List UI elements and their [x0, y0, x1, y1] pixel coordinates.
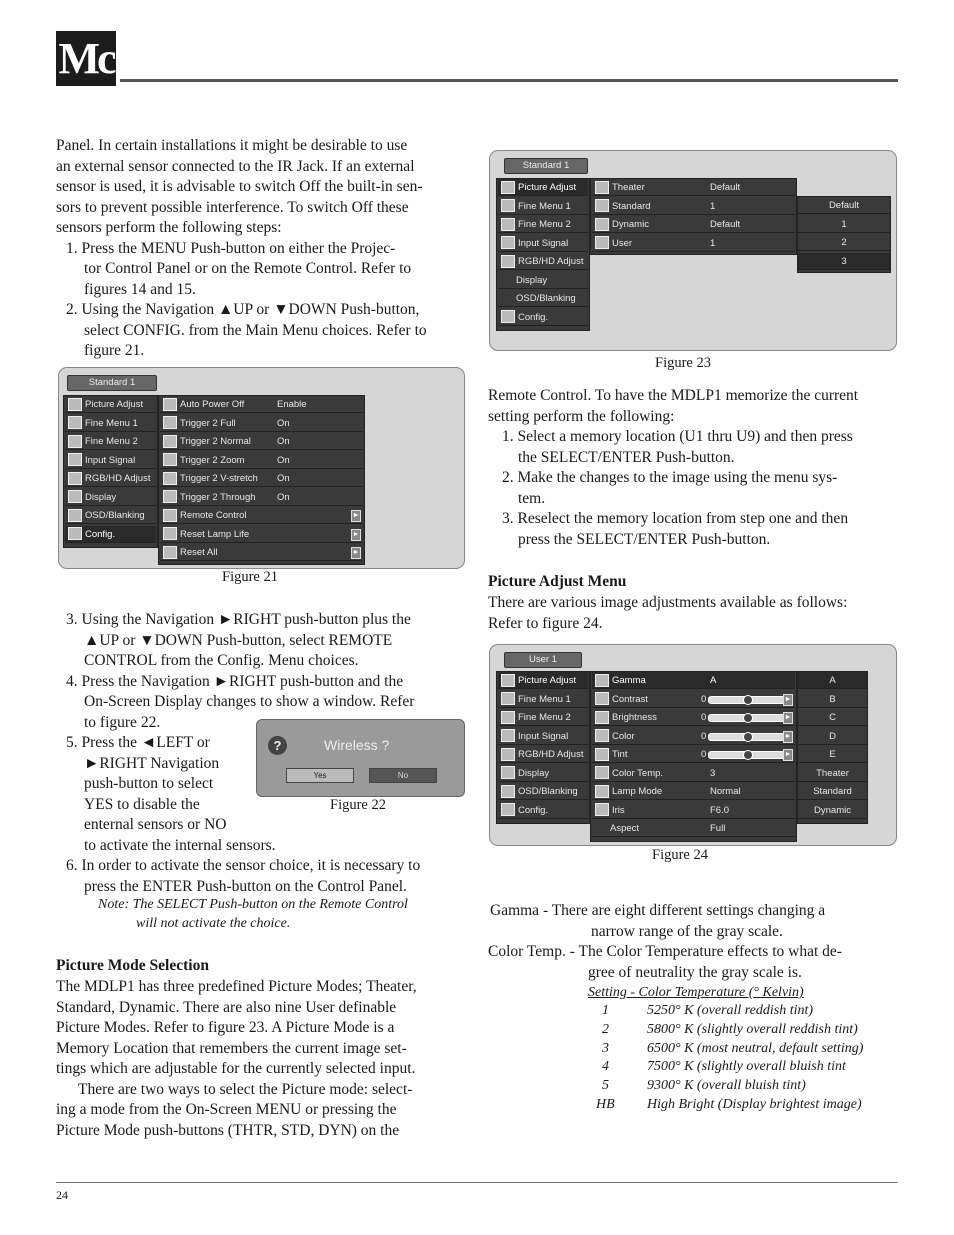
main-menu [63, 395, 158, 548]
text-line: 5. Press the ◄LEFT or [66, 734, 210, 751]
submenu-value: Normal [710, 786, 741, 797]
submenu-value: 1 [710, 237, 716, 249]
text-line: ing a mode from the On-Screen MENU or pressing the [56, 1101, 397, 1118]
submenu-value: Default [710, 182, 741, 193]
fine-menu-1-icon [68, 416, 82, 429]
submenu-dynamic[interactable] [592, 216, 795, 233]
submenu-trigger-2-normal[interactable] [160, 433, 363, 450]
text-line: 3. Using the Navigation ►RIGHT push-button plus the [66, 611, 411, 628]
menu-item-fine-menu-2[interactable] [498, 216, 588, 233]
footer-rule [56, 1182, 898, 1183]
dynamic-icon [595, 218, 609, 231]
arrow-right-icon: ► [351, 529, 361, 541]
standard-icon [595, 199, 609, 212]
text-line: There are two ways to select the Picture mode: select- [78, 1080, 413, 1098]
text-line: 4. Press the Navigation ►RIGHT push-button and the [66, 672, 404, 690]
text-line: gree of neutrality the gray scale is. [588, 963, 802, 981]
rgb-hd-icon [68, 472, 82, 485]
submenu-label: Standard [612, 200, 651, 212]
option-item[interactable]: E [798, 746, 867, 763]
help-icon: ? [268, 736, 287, 755]
text-line: Gamma - There are eight different settings changing a [490, 902, 826, 919]
menu-item-label: Display [516, 274, 548, 286]
option-item[interactable]: 3 [798, 253, 890, 270]
arrow-right-icon: ► [783, 731, 793, 743]
config-submenu [158, 395, 365, 565]
osd-blanking-icon [501, 785, 515, 798]
trigger-icon [163, 490, 177, 503]
menu-item-label: Fine Menu 1 [518, 200, 571, 212]
menu-item-rgb-hd-adjust[interactable] [498, 253, 588, 270]
menu-item-label: Input Signal [85, 454, 136, 466]
submenu-label: Reset Lamp Life [180, 528, 250, 540]
rgb-hd-icon [501, 748, 515, 761]
menu-item-fine-menu-1[interactable] [498, 198, 588, 215]
submenu-trigger-2-full[interactable] [160, 415, 363, 432]
text-line: setting perform the following: [488, 407, 675, 425]
submenu-label: Iris [612, 804, 625, 816]
option-item[interactable]: D [798, 728, 867, 745]
color-icon [595, 729, 609, 742]
trigger-icon [163, 416, 177, 429]
color-temp-table-heading: Setting - Color Temperature (° Kelvin) [588, 985, 804, 1000]
contrast-icon [595, 692, 609, 705]
remote-icon [163, 509, 177, 522]
picture-adjust-icon [68, 398, 82, 411]
option-item[interactable]: 1 [798, 216, 890, 233]
text-line: to activate the internal sensors. [84, 836, 276, 854]
table-setting: 2 [602, 1021, 609, 1037]
submenu-value: 3 [710, 767, 716, 779]
menu-item-label: Display [85, 491, 117, 503]
input-signal-icon [501, 729, 515, 742]
tint-slider[interactable] [708, 751, 786, 759]
fine-menu-2-icon [501, 218, 515, 231]
text-line: Panel. In certain installations it might be desirable to use [56, 137, 408, 154]
picture-adjust-heading: Picture Adjust Menu [488, 573, 627, 590]
trigger-icon [163, 453, 177, 466]
text-line: sensor is used, it is advisable to switch Off the built-in sen- [56, 178, 423, 195]
menu-item-picture-adjust[interactable] [65, 396, 156, 413]
input-signal-icon [68, 453, 82, 466]
menu-item-label: Picture Adjust [518, 182, 577, 193]
text-line: Picture Mode push-buttons (THTR, STD, DYN) on the [56, 1121, 400, 1139]
text-line: The MDLP1 has three predefined Picture Modes; Theater, [56, 978, 417, 995]
text-line: Picture Modes. Refer to figure 23. A Picture Mode is a [56, 1019, 395, 1036]
brightness-slider[interactable] [708, 714, 786, 722]
submenu-value: On [277, 473, 290, 484]
submenu-trigger-2-zoom[interactable] [160, 452, 363, 469]
submenu-label: Reset All [180, 547, 218, 558]
submenu-value: On [277, 436, 290, 447]
header-rule [120, 79, 898, 82]
text-line: On-Screen Display changes to show a window. Refer [84, 693, 415, 710]
submenu-label: Trigger 2 V-stretch [180, 473, 258, 484]
menu-item-label: Config. [85, 528, 116, 540]
text-line: Memory Location that remembers the current image set- [56, 1039, 407, 1057]
text-line: 3. Reselect the memory location from step one and then [502, 510, 849, 527]
submenu-value: 0 [701, 749, 707, 760]
brightness-icon [595, 711, 609, 724]
menu-item-config[interactable] [498, 802, 588, 819]
picture-mode-tab: User 1 [504, 652, 582, 668]
lamp-icon [595, 785, 609, 798]
submenu-trigger-2-v-stretch[interactable] [160, 470, 363, 487]
picture-mode-heading: Picture Mode Selection [56, 957, 209, 974]
display-icon [501, 766, 515, 779]
yes-button[interactable]: Yes [286, 768, 354, 783]
color-temp-table [594, 1003, 899, 1118]
option-item[interactable]: 2 [798, 234, 890, 251]
main-menu [496, 671, 590, 824]
menu-item-input-signal[interactable] [65, 452, 156, 469]
submenu-value: 1 [710, 200, 716, 212]
submenu-lamp-mode[interactable] [592, 783, 795, 800]
text-line: 1. Select a memory location (U1 thru U9) and then press [502, 428, 853, 445]
submenu-label: Aspect [610, 823, 640, 834]
no-button[interactable]: No [369, 768, 437, 783]
submenu-value: 0 [701, 693, 707, 705]
submenu-value: A [710, 675, 717, 686]
menu-item-label: Picture Adjust [518, 675, 577, 686]
text-line: press the ENTER Push-button on the Control Panel. [84, 877, 407, 895]
option-item[interactable]: Standard [798, 783, 867, 800]
menu-item-label: Config. [518, 311, 549, 323]
text-line: narrow range of the gray scale. [591, 922, 783, 940]
theater-icon [595, 181, 609, 194]
menu-item-label: RGB/HD Adjust [85, 473, 151, 484]
text-line: an external sensor connected to the IR Jack. If an external [56, 157, 415, 175]
picture-mode-tab: Standard 1 [67, 375, 157, 391]
figure-24-osd [489, 644, 897, 846]
lamp-icon [163, 527, 177, 540]
color-temp-icon [595, 766, 609, 779]
submenu-label: Trigger 2 Full [180, 417, 236, 429]
table-setting: 1 [602, 1003, 609, 1018]
rgb-hd-icon [501, 255, 515, 268]
fine-menu-2-icon [68, 435, 82, 448]
text-line: YES to disable the [84, 795, 200, 813]
submenu-label: Lamp Mode [612, 786, 663, 797]
submenu-label: Trigger 2 Normal [180, 436, 251, 447]
submenu-label: Color [612, 730, 635, 742]
text-line: figures 14 and 15. [84, 280, 196, 298]
slider-knob[interactable] [743, 695, 753, 705]
text-line: the SELECT/ENTER Push-button. [518, 448, 735, 466]
submenu-value: Default [710, 219, 741, 230]
text-line: 6. In order to activate the sensor choice, it is necessary to [66, 857, 421, 874]
table-desc: 5250° K (overall reddish tint) [647, 1003, 814, 1018]
arrow-right-icon: ► [351, 510, 361, 522]
table-desc: 7500° K (slightly overall bluish tint [647, 1059, 846, 1075]
picture-mode-tab: Standard 1 [504, 158, 588, 174]
menu-item-input-signal[interactable] [498, 728, 588, 745]
menu-item-osd-blanking[interactable] [498, 290, 588, 307]
submenu-label: User [612, 237, 633, 249]
submenu-label: Contrast [612, 693, 648, 705]
submenu-user[interactable] [592, 235, 795, 252]
table-desc: High Bright (Display brightest image) [647, 1097, 862, 1112]
trigger-icon [163, 472, 177, 485]
menu-item-picture-adjust[interactable] [498, 179, 588, 196]
contrast-slider[interactable] [708, 696, 786, 704]
slider-knob[interactable] [743, 713, 753, 723]
note-line: Note: The SELECT Push-button on the Remote Control [98, 897, 408, 912]
text-line: 2. Using the Navigation ▲UP or ▼DOWN Push-button, [66, 301, 420, 318]
figure-23-osd [489, 150, 897, 351]
submenu-label: Trigger 2 Zoom [180, 454, 245, 466]
menu-item-fine-menu-1[interactable] [498, 691, 588, 708]
arrow-right-icon: ► [783, 749, 793, 761]
menu-item-label: RGB/HD Adjust [518, 749, 584, 760]
mcintosh-logo: Mc [56, 31, 116, 86]
menu-item-picture-adjust[interactable] [498, 672, 588, 689]
figure-23-caption: Figure 23 [655, 355, 711, 371]
submenu-color-temp[interactable] [592, 765, 795, 782]
submenu-label: Gamma [612, 675, 646, 686]
text-line: There are various image adjustments available as follows: [488, 594, 848, 611]
submenu-color[interactable] [592, 728, 795, 745]
reset-icon [163, 546, 177, 559]
submenu-standard[interactable] [592, 198, 795, 215]
text-line: Refer to figure 24. [488, 614, 603, 632]
submenu-label: Tint [612, 749, 628, 760]
menu-item-label: Input Signal [518, 237, 569, 249]
color-slider[interactable] [708, 733, 786, 741]
menu-item-rgb-hd-adjust[interactable] [65, 470, 156, 487]
menu-item-config[interactable] [65, 526, 156, 543]
remote-paragraph [488, 386, 900, 556]
note-line: will not activate the choice. [136, 916, 291, 931]
figure-24-caption: Figure 24 [652, 847, 708, 863]
text-line: press the SELECT/ENTER Push-button. [518, 530, 771, 548]
submenu-brightness[interactable] [592, 709, 795, 726]
table-setting: 5 [602, 1078, 609, 1094]
option-item[interactable]: Default [798, 197, 890, 214]
option-item[interactable]: Dynamic [798, 802, 867, 819]
submenu-reset-all[interactable] [160, 544, 363, 561]
menu-item-fine-menu-2[interactable] [65, 433, 156, 450]
menu-item-osd-blanking[interactable] [65, 507, 156, 524]
colortemp-paragraph [488, 942, 900, 984]
submenu-label: Theater [612, 182, 645, 193]
menu-item-label: Display [518, 767, 550, 779]
menu-item-label: OSD/Blanking [516, 293, 576, 304]
options-list [797, 196, 891, 273]
submenu-gamma[interactable] [592, 672, 795, 689]
main-menu [496, 178, 590, 331]
arrow-right-icon: ► [783, 694, 793, 706]
config-icon [501, 803, 515, 816]
submenu-reset-lamp-life[interactable] [160, 526, 363, 543]
input-signal-icon [501, 236, 515, 249]
text-line: Standard, Dynamic. There are also nine User definable [56, 998, 397, 1016]
menu-item-rgb-hd-adjust[interactable] [498, 746, 588, 763]
config-icon [68, 527, 82, 540]
submenu-contrast[interactable] [592, 691, 795, 708]
power-icon [163, 398, 177, 411]
option-item[interactable]: B [798, 691, 867, 708]
text-line: 2. Make the changes to the image using the menu sys- [502, 469, 838, 486]
submenu-value: Enable [277, 399, 307, 410]
table-desc: 9300° K (overall bluish tint) [647, 1078, 806, 1094]
submenu-value: On [277, 417, 290, 429]
display-icon [68, 490, 82, 503]
table-setting: 4 [602, 1059, 609, 1075]
picture-adjust-paragraph [488, 593, 900, 635]
text-line: tings which are adjustable for the currently selected input. [56, 1060, 416, 1077]
gamma-paragraph [488, 901, 900, 943]
figure-21-osd [58, 367, 465, 569]
submenu-value: Full [710, 823, 726, 834]
menu-item-label: Fine Menu 2 [85, 436, 138, 447]
figure-22-caption: Figure 22 [330, 797, 386, 813]
fine-menu-1-icon [501, 692, 515, 705]
arrow-right-icon: ► [351, 547, 361, 559]
gamma-icon [595, 674, 609, 687]
submenu-label: Remote Control [180, 510, 247, 521]
picture-mode-paragraph [56, 977, 466, 1147]
user-icon [595, 236, 609, 249]
option-item[interactable]: A [798, 672, 867, 689]
option-item[interactable]: Theater [798, 765, 867, 782]
menu-item-label: Fine Menu 1 [85, 417, 138, 429]
menu-item-label: Input Signal [518, 730, 569, 742]
menu-item-input-signal[interactable] [498, 235, 588, 252]
option-item[interactable]: C [798, 709, 867, 726]
text-line: ►RIGHT Navigation [84, 754, 220, 772]
arrow-right-icon: ► [783, 712, 793, 724]
table-setting: 3 [602, 1040, 609, 1056]
submenu-value: On [277, 454, 290, 466]
menu-item-label: Fine Menu 2 [518, 219, 571, 230]
intro-paragraph [56, 136, 466, 366]
menu-item-config[interactable] [498, 309, 588, 326]
submenu-value: On [277, 491, 290, 503]
submenu-value: F6.0 [710, 804, 730, 816]
dialog-title: Wireless ? [324, 737, 390, 753]
picture-adjust-icon [501, 674, 515, 687]
text-line: push-button to select [84, 775, 214, 792]
menu-item-label: Fine Menu 2 [518, 712, 571, 723]
picture-mode-submenu [590, 178, 797, 255]
menu-item-display[interactable] [65, 489, 156, 506]
menu-item-label: OSD/Blanking [85, 510, 145, 521]
submenu-value: 0 [701, 730, 707, 742]
slider-knob[interactable] [743, 750, 753, 760]
submenu-label: Color Temp. [612, 767, 664, 779]
submenu-remote-control[interactable] [160, 507, 363, 524]
submenu-aspect[interactable] [592, 820, 795, 837]
options-list [797, 671, 868, 824]
tint-icon [595, 748, 609, 761]
text-line: to figure 22. [84, 713, 161, 731]
menu-item-label: Fine Menu 1 [518, 693, 571, 705]
text-line: Remote Control. To have the MDLP1 memorize the current [488, 387, 859, 404]
menu-item-label: Config. [518, 804, 549, 816]
figure-22-dialog [256, 719, 465, 797]
text-line: tor Control Panel or on the Remote Control. Refer to [84, 260, 412, 277]
picture-adjust-submenu [590, 671, 797, 842]
figure-21-caption: Figure 21 [222, 569, 278, 585]
text-line: enternal sensors or NO [84, 816, 227, 833]
menu-item-display[interactable] [498, 765, 588, 782]
menu-item-fine-menu-2[interactable] [498, 709, 588, 726]
submenu-theater[interactable] [592, 179, 795, 196]
picture-adjust-icon [501, 181, 515, 194]
submenu-tint[interactable] [592, 746, 795, 763]
menu-item-fine-menu-1[interactable] [65, 415, 156, 432]
trigger-icon [163, 435, 177, 448]
submenu-auto-power-off[interactable] [160, 396, 363, 413]
menu-item-osd-blanking[interactable] [498, 783, 588, 800]
menu-item-display[interactable] [498, 272, 588, 289]
fine-menu-2-icon [501, 711, 515, 724]
text-line: tem. [518, 489, 546, 507]
submenu-label: Dynamic [612, 219, 649, 230]
submenu-trigger-2-through[interactable] [160, 489, 363, 506]
text-line: sensors perform the following steps: [56, 219, 282, 236]
submenu-label: Brightness [612, 712, 657, 723]
text-line: figure 21. [84, 342, 145, 359]
table-setting: HB [596, 1097, 615, 1112]
table-desc: 6500° K (most neutral, default setting) [647, 1040, 864, 1056]
menu-item-label: Picture Adjust [85, 399, 144, 410]
osd-blanking-icon [68, 509, 82, 522]
menu-item-label: OSD/Blanking [518, 786, 578, 797]
submenu-label: Trigger 2 Through [180, 491, 256, 503]
table-desc: 5800° K (slightly overall reddish tint) [647, 1021, 858, 1037]
text-line: Color Temp. - The Color Temperature effects to what de- [488, 943, 842, 960]
text-line: 1. Press the MENU Push-button on either the Projec- [66, 239, 396, 257]
config-icon [501, 310, 515, 323]
submenu-value: 0 [701, 712, 707, 723]
page-number: 24 [56, 1188, 68, 1202]
text-line: ▲UP or ▼DOWN Push-button, select REMOTE [84, 631, 393, 649]
fine-menu-1-icon [501, 199, 515, 212]
text-line: CONTROL from the Config. Menu choices. [84, 652, 359, 669]
submenu-iris[interactable] [592, 802, 795, 819]
submenu-label: Auto Power Off [180, 399, 245, 410]
menu-item-label: RGB/HD Adjust [518, 256, 584, 267]
text-line: select CONFIG. from the Main Menu choices. Refer to [84, 321, 427, 339]
text-line: sors to prevent possible interference. To switch Off these [56, 198, 409, 216]
iris-icon [595, 803, 609, 816]
slider-knob[interactable] [743, 732, 753, 742]
note [98, 897, 468, 937]
